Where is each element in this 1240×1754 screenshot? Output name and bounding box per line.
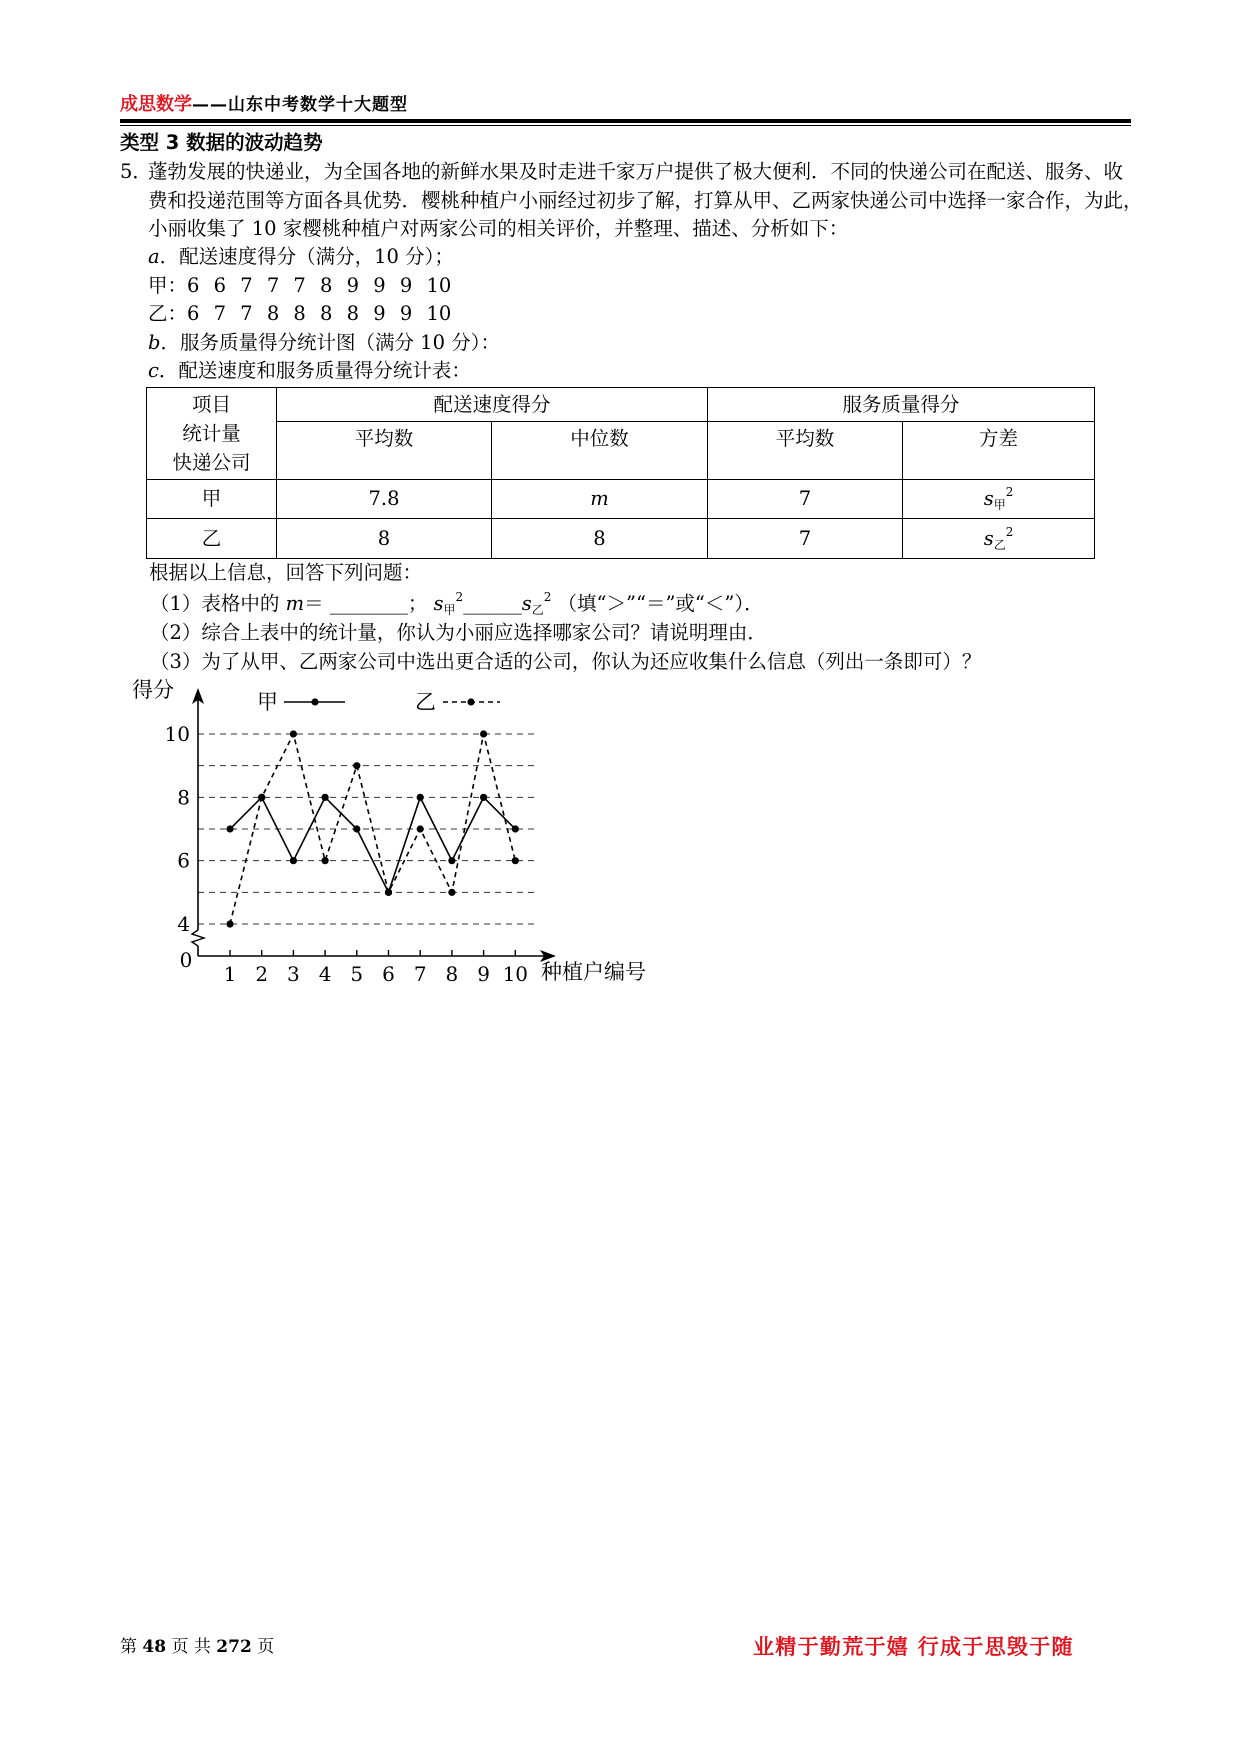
- x-tick-label-5: 5: [350, 962, 364, 986]
- row-company: 乙: [147, 519, 277, 559]
- legend-label-series-2: 乙: [415, 690, 436, 714]
- q1-equals: ＝: [304, 592, 330, 615]
- group-header-service: 服务质量得分: [708, 388, 1095, 422]
- service-score-chart: [132, 670, 700, 1000]
- y-axis-break-mark: [192, 930, 204, 946]
- q1-suffix: （填“＞”“＝”或“＜”）．: [551, 592, 764, 615]
- problem-intro-line-2: 费和投递范围等方面各具优势．樱桃种植户小丽经过初步了解，打算从甲、乙两家快递公司中选择一家合作，为此，: [148, 189, 1143, 212]
- item-c-label: c: [148, 359, 159, 382]
- variance-subscript: 乙: [993, 537, 1006, 552]
- q1-s-yi-subscript: 乙: [531, 603, 544, 617]
- row-service-mean: 7: [708, 480, 903, 519]
- subheader-service-mean: 平均数: [708, 422, 903, 480]
- variance-superscript: 2: [1005, 524, 1014, 539]
- legend-marker-series-1: [311, 698, 318, 705]
- group-header-speed: 配送速度得分: [277, 388, 708, 422]
- item-c: [148, 357, 471, 385]
- page-counter: [120, 1633, 274, 1661]
- row-service-mean: 7: [708, 519, 903, 559]
- question-2: （2）综合上表中的统计量，你认为小丽应选择哪家公司？请说明理由．: [150, 621, 767, 644]
- footer-motto: 业精于勤荒于嬉 行成于思毁于随: [753, 1635, 1074, 1659]
- origin-label: 0: [179, 948, 193, 972]
- x-axis-label: 种植户编号: [541, 960, 646, 984]
- series-2-point-6: [385, 889, 392, 896]
- series-2-point-8: [448, 889, 455, 896]
- q1-s-yi-symbol: s: [521, 592, 532, 615]
- series-1-point-10: [512, 825, 519, 832]
- q1-blank-1: ________: [329, 592, 408, 615]
- series-1-point-1: [226, 825, 233, 832]
- page-prefix: 第: [120, 1637, 137, 1657]
- page-total: 272: [216, 1637, 252, 1657]
- x-tick-label-9: 9: [477, 962, 490, 986]
- x-tick-label-10: 10: [502, 962, 529, 986]
- item-b-text: ．服务质量得分统计图（满分 10 分）：: [160, 331, 500, 354]
- series-2-point-9: [480, 730, 487, 737]
- page-current: 48: [142, 1637, 167, 1657]
- row-company: 甲: [147, 480, 277, 519]
- x-tick-label-1: 1: [223, 962, 237, 986]
- series-2-point-5: [353, 762, 360, 769]
- item-b-label: b: [148, 331, 161, 354]
- question-1: [150, 590, 764, 618]
- variance-symbol: s: [983, 487, 994, 510]
- series-1-point-9: [480, 794, 487, 801]
- section-title: 类型 3 数据的波动趋势: [120, 131, 323, 154]
- y-tick-label-10: 10: [164, 722, 190, 746]
- q1-s-yi-superscript: 2: [543, 590, 552, 604]
- corner-label-statistic: 统计量: [182, 422, 241, 445]
- series-2-point-1: [226, 920, 233, 927]
- header-subtitle: ——山东中考数学十大题型: [192, 95, 408, 115]
- x-tick-label-8: 8: [445, 962, 459, 986]
- legend-marker-series-2: [467, 698, 474, 705]
- page-suffix: 页: [257, 1637, 275, 1657]
- table-row: [147, 480, 1095, 519]
- question-3: （3）为了从甲、乙两家公司中选出更合适的公司，你认为还应收集什么信息（列出一条即可）？: [150, 650, 982, 673]
- q1-s-jia-symbol: s: [433, 592, 444, 615]
- item-c-text: ．配送速度和服务质量得分统计表：: [158, 359, 471, 382]
- page-header: [120, 93, 408, 117]
- series-1-point-7: [417, 794, 424, 801]
- series-1-point-5: [353, 825, 360, 832]
- subheader-speed-median: 中位数: [492, 422, 708, 480]
- problem-intro-line-1: 蓬勃发展的快递业，为全国各地的新鲜水果及时走进千家万户提供了极大便利．不同的快递公司在配送、服务、收: [148, 160, 1124, 183]
- series-1-line: [230, 797, 515, 892]
- q1-prefix: （1）表格中的: [150, 592, 286, 615]
- series-1-point-8: [448, 857, 455, 864]
- row-speed-mean: 8: [277, 519, 492, 559]
- item-a: [148, 243, 454, 271]
- series-1-point-4: [322, 794, 329, 801]
- legend-label-series-1: 甲: [257, 690, 278, 714]
- scores-yi-values: 6 7 7 8 8 8 8 9 9 10: [187, 302, 452, 325]
- x-tick-label-4: 4: [318, 962, 332, 986]
- subheader-service-variance: 方差: [903, 422, 1095, 480]
- y-axis-label: 得分: [132, 678, 174, 702]
- subheader-speed-mean: 平均数: [277, 422, 492, 480]
- row-speed-median: 8: [492, 519, 708, 559]
- series-2-point-3: [290, 730, 297, 737]
- row-service-variance: [903, 480, 1095, 519]
- table-header-row: [147, 388, 1095, 422]
- row-speed-median: m: [590, 487, 609, 510]
- scores-jia-label: 甲：: [148, 274, 188, 297]
- row-speed-median-cell: [492, 480, 708, 519]
- variance-subscript: 甲: [993, 498, 1006, 512]
- series-1-point-3: [290, 857, 297, 864]
- x-tick-label-7: 7: [413, 962, 427, 986]
- scores-jia-values: 6 6 7 7 7 8 9 9 9 10: [187, 274, 452, 297]
- series-2-point-7: [417, 825, 424, 832]
- scores-yi: [148, 300, 451, 328]
- line-chart-svg: [132, 670, 700, 1000]
- item-a-label: a: [148, 245, 160, 268]
- y-tick-label-6: 6: [177, 848, 190, 873]
- variance-symbol: s: [983, 526, 994, 550]
- problem-intro-line-3: 小丽收集了 10 家樱桃种植户对两家公司的相关评价，并整理、描述、分析如下：: [148, 217, 849, 240]
- scores-yi-label: 乙：: [148, 302, 188, 325]
- y-tick-label-4: 4: [177, 912, 190, 937]
- corner-label-item: 项目: [191, 393, 231, 416]
- series-2-point-10: [512, 857, 519, 864]
- q1-variable-m: m: [285, 592, 305, 615]
- series-2-point-4: [322, 857, 329, 864]
- item-b: [148, 329, 500, 357]
- series-2-point-2: [258, 794, 265, 801]
- table-subheader-row: [147, 422, 1095, 480]
- scores-jia: [148, 272, 451, 300]
- header-rule-thick: [120, 119, 1131, 123]
- corner-header-cell: [147, 388, 277, 480]
- q1-blank-2: ______: [463, 592, 522, 615]
- x-tick-label-6: 6: [382, 962, 395, 986]
- q1-s-jia-subscript: 甲: [443, 603, 456, 617]
- x-tick-label-3: 3: [287, 962, 300, 986]
- header-rule-thin: [120, 125, 1131, 126]
- questions-intro: 根据以上信息，回答下列问题：: [149, 561, 423, 584]
- problem-number: 5．: [120, 160, 152, 183]
- table-row: [147, 519, 1095, 559]
- y-tick-label-8: 8: [177, 785, 190, 810]
- statistics-table: [146, 387, 1095, 559]
- header-brand: 成思数学: [120, 94, 192, 115]
- x-tick-label-2: 2: [255, 962, 269, 986]
- corner-label-company: 快递公司: [172, 451, 251, 474]
- item-a-text: ．配送速度得分（满分，10 分）；: [159, 245, 454, 268]
- series-2-line: [230, 734, 515, 924]
- row-service-variance: [903, 519, 1095, 559]
- gridlines: [198, 734, 535, 924]
- row-speed-mean: 7.8: [277, 480, 492, 519]
- q1-separator: ；: [407, 592, 434, 615]
- variance-superscript: 2: [1005, 485, 1014, 499]
- q1-s-jia-superscript: 2: [455, 590, 464, 604]
- page-mid: 页 共: [171, 1637, 211, 1657]
